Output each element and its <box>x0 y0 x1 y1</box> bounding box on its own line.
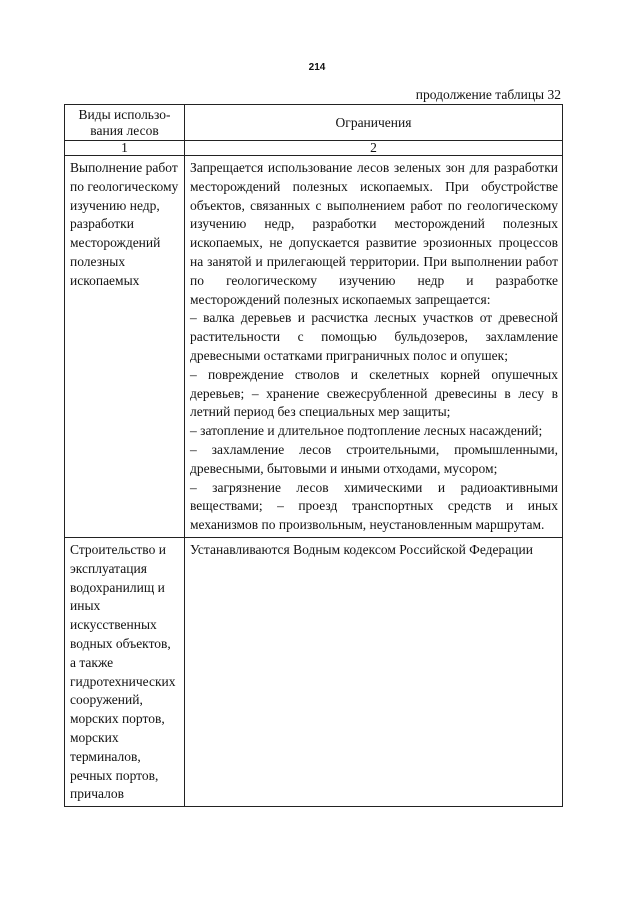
use-type-cell: Строительство и эксплуатация водохранилищ и иных искусственных водных объектов, а также гидротехнических сооружений, морских портов, морских терминалов, речных портов, причалов <box>65 537 185 806</box>
page-number: 214 <box>308 62 326 73</box>
column-number-2: 2 <box>185 141 563 156</box>
restrictions-cell <box>185 537 563 806</box>
table-row <box>65 156 563 538</box>
table-continuation-note: продолжение таблицы 32 <box>415 87 561 102</box>
restrictions-table <box>64 104 563 807</box>
restriction-text: – загрязнение лесов химическими и радиоактивными веществами; – проезд транспортных средств и иных механизмов по произвольным, неустановленным маршрутам. <box>190 479 558 533</box>
header-use-type: Виды использо-вания лесов <box>65 105 185 141</box>
use-type-cell: Выполнение работ по геологическому изучению недр, разработки месторождений полезных ископаемых <box>65 156 185 538</box>
column-number-1: 1 <box>65 141 185 156</box>
table-row <box>65 537 563 806</box>
table-header-row <box>65 105 563 141</box>
restrictions-cell <box>185 156 563 538</box>
header-restrictions: Ограничения <box>185 105 563 141</box>
restriction-text: – валка деревьев и расчистка лесных участков от древесной растительности с помощью бульдозеров, захламление древесными остатками приграничных полос и опушек; <box>190 310 558 363</box>
restriction-text: – повреждение стволов и скелетных корней опушечных деревьев; – хранение свежесрубленной древесины в лесу в летний период без специальных мер защиты; <box>190 366 558 420</box>
restriction-text: – затопление и длительное подтопление лесных насаждений; <box>190 423 543 439</box>
restriction-text: – захламление лесов строительными, промышленными, древесными, бытовыми и иными отходами, мусором; <box>190 441 558 476</box>
restriction-text: Устанавливаются Водным кодексом Российской Федерации <box>190 541 533 557</box>
restriction-text: Запрещается использование лесов зеленых зон для разработки месторождений полезных ископаемых. При обустройстве объектов, связанных с выполнением работ по геологическому изучению недр, разработки месторождений полезных ископаемых, не допускается развитие эрозионных процессов на занятой и прилегающей территории. При выполнении работ по геологическому изучению недр и разработке месторождений полезных ископаемых запрещается: <box>190 160 558 307</box>
column-number-row <box>65 141 563 156</box>
